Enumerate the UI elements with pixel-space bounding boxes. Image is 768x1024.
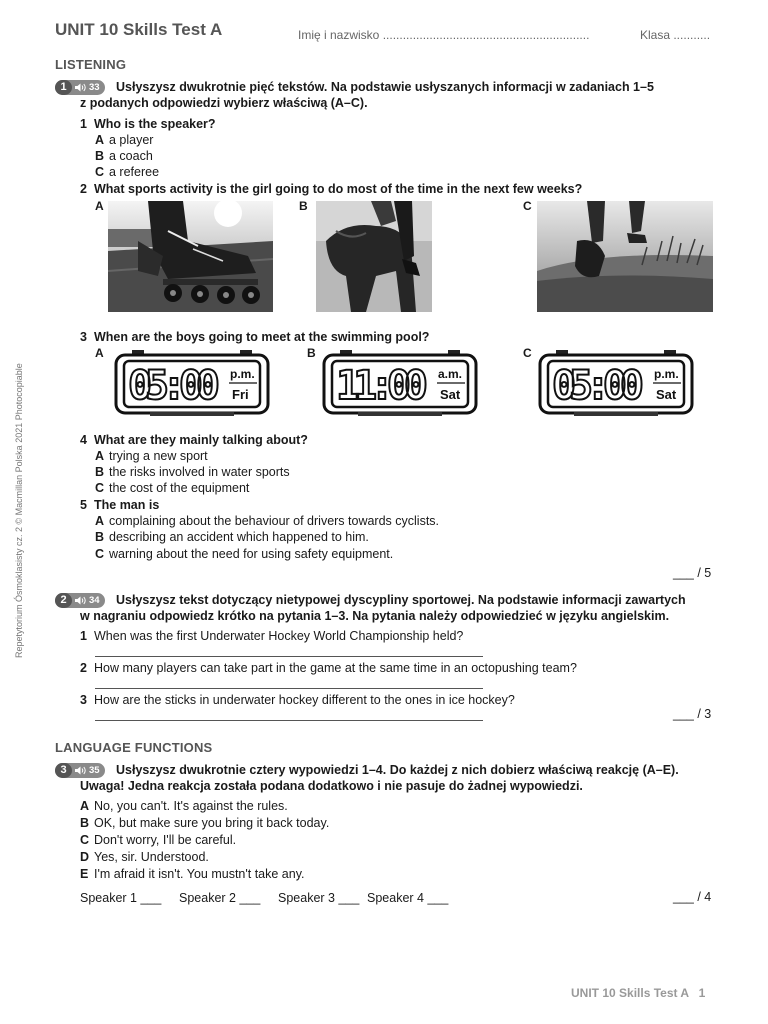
- ex2-question-3: 3 How are the sticks in underwater hockey different to the ones in ice hockey?: [80, 693, 515, 707]
- ex1-q2-label-b: B: [299, 199, 308, 213]
- ex3-speaker-1[interactable]: Speaker 1 ___: [80, 891, 162, 905]
- clock-a-day: Fri: [232, 387, 249, 402]
- clock-b-ampm: a.m.: [438, 367, 463, 381]
- clock-c-day: Sat: [656, 387, 677, 402]
- ex1-instruction-line1: Usłyszysz dwukrotnie pięć tekstów. Na podstawie usłyszanych informacji w zadaniach 1–5: [116, 80, 654, 94]
- language-functions-heading: LANGUAGE FUNCTIONS: [55, 740, 213, 755]
- copyright-side-text: Repetytorium Ósmoklasisty cz. 2 © Macmillan Polska 2021 Photocopiable: [14, 363, 24, 658]
- ex1-question-3: 3 When are the boys going to meet at the swimming pool?: [80, 330, 430, 344]
- clock-c-ampm: p.m.: [654, 367, 679, 381]
- ex1-q4-option-c[interactable]: C the cost of the equipment: [95, 481, 250, 495]
- ex1-q3-label-b: B: [307, 346, 316, 360]
- ex1-q1-option-b[interactable]: B a coach: [95, 149, 153, 163]
- track-number: 33: [89, 82, 100, 93]
- speaker-icon: [75, 596, 87, 608]
- exercise-3-badge: [55, 763, 105, 778]
- ex3-option-b: B OK, but make sure you bring it back today.: [80, 816, 330, 830]
- clock-b-day: Sat: [440, 387, 461, 402]
- ex3-speaker-4[interactable]: Speaker 4 ___: [367, 891, 449, 905]
- ex2-answer-line-2[interactable]: [95, 688, 483, 689]
- clock-b-time: 11:00: [336, 363, 428, 409]
- ex3-option-e: E I'm afraid it isn't. You mustn't take any.: [80, 867, 305, 881]
- clock-a-time: 05:00: [128, 363, 220, 409]
- exercise-2-badge: [55, 593, 105, 608]
- ex1-q5-option-a[interactable]: A complaining about the behaviour of drivers towards cyclists.: [95, 514, 440, 528]
- photo-horse-riding[interactable]: [316, 201, 432, 312]
- photo-inline-skating[interactable]: [108, 201, 273, 312]
- ex2-instruction-line2: w nagraniu odpowiedz krótko na pytania 1–3. Na pytania należy odpowiedzieć w języku angielskim.: [80, 609, 670, 623]
- page-title: UNIT 10 Skills Test A: [55, 20, 223, 39]
- class-field[interactable]: Klasa ...........: [640, 28, 711, 42]
- ex1-q5-option-b[interactable]: B describing an accident which happened to him.: [95, 530, 369, 544]
- ex1-q3-label-a: A: [95, 346, 104, 360]
- ex2-answer-line-1[interactable]: [95, 656, 483, 657]
- ex3-speaker-3[interactable]: Speaker 3 ___: [278, 891, 360, 905]
- exercise-1-badge: [55, 80, 105, 95]
- ex2-instruction-line1: Usłyszysz tekst dotyczący nietypowej dyscypliny sportowej. Na podstawie informacji zawartych: [116, 593, 686, 607]
- ex1-q4-option-b[interactable]: B the risks involved in water sports: [95, 465, 290, 479]
- ex3-score[interactable]: ___ / 4: [673, 890, 712, 904]
- ex3-instruction-line2: Uwaga! Jedna reakcja została podana dodatkowo i nie pasuje do żadnej wypowiedzi.: [80, 779, 583, 793]
- clock-a-ampm: p.m.: [230, 367, 255, 381]
- ex1-question-1: 1 Who is the speaker?: [80, 117, 216, 131]
- ex1-question-4: 4 What are they mainly talking about?: [80, 433, 308, 447]
- exercise-number: 2: [55, 593, 72, 608]
- ex2-score[interactable]: ___ / 3: [673, 707, 712, 721]
- name-field[interactable]: Imię i nazwisko ..............................................................: [298, 28, 590, 42]
- clock-a[interactable]: [112, 348, 272, 421]
- clock-b[interactable]: [320, 348, 480, 421]
- ex2-question-1: 1 When was the first Underwater Hockey World Championship held?: [80, 629, 464, 643]
- exercise-number: 3: [55, 763, 72, 778]
- ex1-q2-label-c: C: [523, 199, 532, 213]
- ex3-option-c: C Don't worry, I'll be careful.: [80, 833, 237, 847]
- ex1-q1-option-a[interactable]: A a player: [95, 133, 154, 147]
- ex1-q4-option-a[interactable]: A trying a new sport: [95, 449, 208, 463]
- track-number: 35: [89, 765, 100, 776]
- ex3-instruction-line1: Usłyszysz dwukrotnie cztery wypowiedzi 1–4. Do każdej z nich dobierz właściwą reakcję (A–E).: [116, 763, 679, 777]
- ex2-answer-line-3[interactable]: [95, 720, 483, 721]
- ex2-question-2: 2 How many players can take part in the game at the same time in an octopushing team?: [80, 661, 577, 675]
- speaker-icon: [75, 766, 87, 778]
- track-number: 34: [89, 595, 100, 606]
- photo-trail-running[interactable]: [537, 201, 713, 312]
- ex1-question-5: 5 The man is: [80, 498, 160, 512]
- ex1-q1-option-c[interactable]: C a referee: [95, 165, 160, 179]
- clock-c[interactable]: [536, 348, 696, 421]
- speaker-icon: [75, 83, 87, 95]
- ex3-option-a: A No, you can't. It's against the rules.: [80, 799, 288, 813]
- ex1-score[interactable]: ___ / 5: [673, 566, 712, 580]
- ex1-q5-option-c[interactable]: C warning about the need for using safety equipment.: [95, 547, 394, 561]
- page-footer: UNIT 10 Skills Test A 1: [571, 986, 706, 1000]
- listening-heading: LISTENING: [55, 57, 127, 72]
- ex1-instruction-line2: z podanych odpowiedzi wybierz właściwą (A–C).: [80, 96, 368, 110]
- ex3-option-d: D Yes, sir. Understood.: [80, 850, 209, 864]
- ex1-q3-label-c: C: [523, 346, 532, 360]
- ex1-q2-label-a: A: [95, 199, 104, 213]
- ex3-speaker-2[interactable]: Speaker 2 ___: [179, 891, 261, 905]
- ex1-question-2: 2 What sports activity is the girl going to do most of the time in the next few weeks?: [80, 182, 583, 196]
- clock-c-time: 05:00: [552, 363, 644, 409]
- exercise-number: 1: [55, 80, 72, 95]
